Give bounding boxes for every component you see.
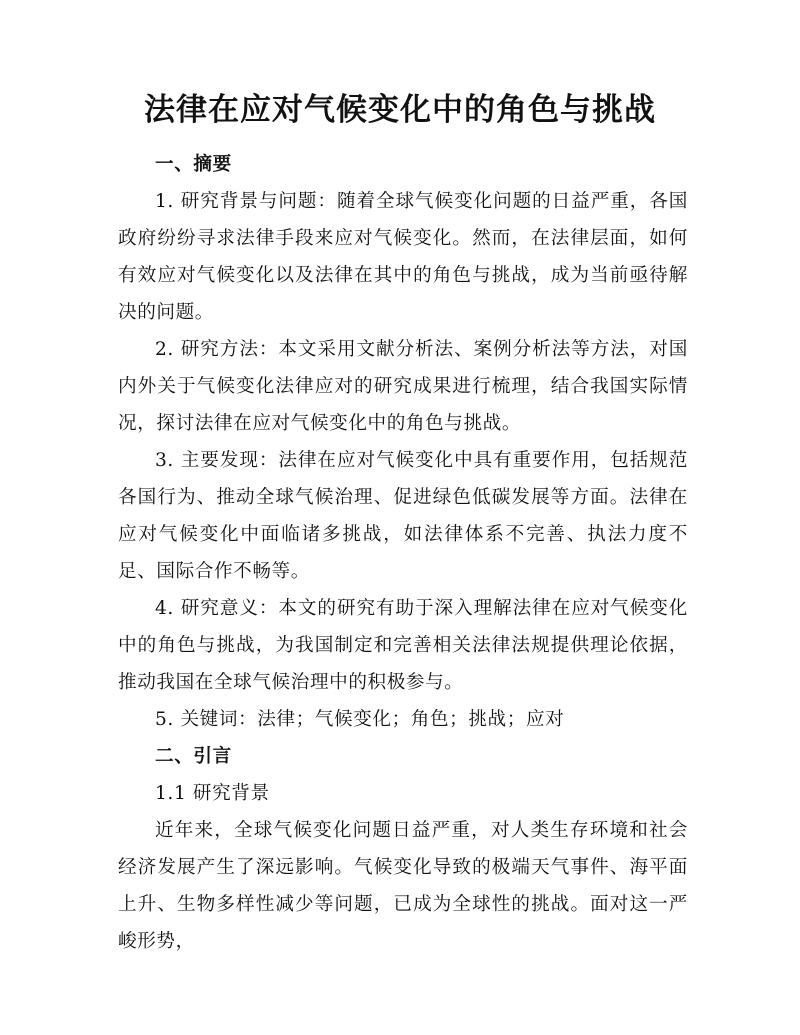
abstract-paragraph-1: 1. 研究背景与问题：随着全球气候变化问题的日益严重，各国政府纷纷寻求法律手段来应对气候变化。然而，在法律层面，如何有效应对气候变化以及法律在其中的角色与挑战，成为当前亟待解决的问题。 (118, 191, 688, 323)
abstract-heading: 一、摘要 (155, 154, 232, 175)
abstract-keywords: 5. 关键词：法律；气候变化；角色；挑战；应对 (155, 709, 565, 730)
intro-heading: 二、引言 (155, 746, 232, 767)
document-title: 法律在应对气候变化中的角色与挑战 (144, 92, 656, 128)
document-body (118, 146, 688, 960)
intro-subheading: 1.1 研究背景 (155, 783, 270, 804)
intro-paragraph-1: 近年来，全球气候变化问题日益严重，对人类生存环境和社会经济发展产生了深远影响。气候变化导致的极端天气事件、海平面上升、生物多样性减少等问题，已成为全球性的挑战。面对这一严峻形势， (118, 820, 688, 952)
abstract-paragraph-2: 2. 研究方法：本文采用文献分析法、案例分析法等方法，对国内外关于气候变化法律应对的研究成果进行梳理，结合我国实际情况，探讨法律在应对气候变化中的角色与挑战。 (118, 339, 688, 434)
abstract-paragraph-3: 3. 主要发现：法律在应对气候变化中具有重要作用，包括规范各国行为、推动全球气候治理、促进绿色低碳发展等方面。法律在应对气候变化中面临诸多挑战，如法律体系不完善、执法力度不足、国际合作不畅等。 (118, 450, 688, 582)
abstract-paragraph-4: 4. 研究意义：本文的研究有助于深入理解法律在应对气候变化中的角色与挑战，为我国制定和完善相关法律法规提供理论依据，推动我国在全球气候治理中的积极参与。 (118, 598, 688, 693)
